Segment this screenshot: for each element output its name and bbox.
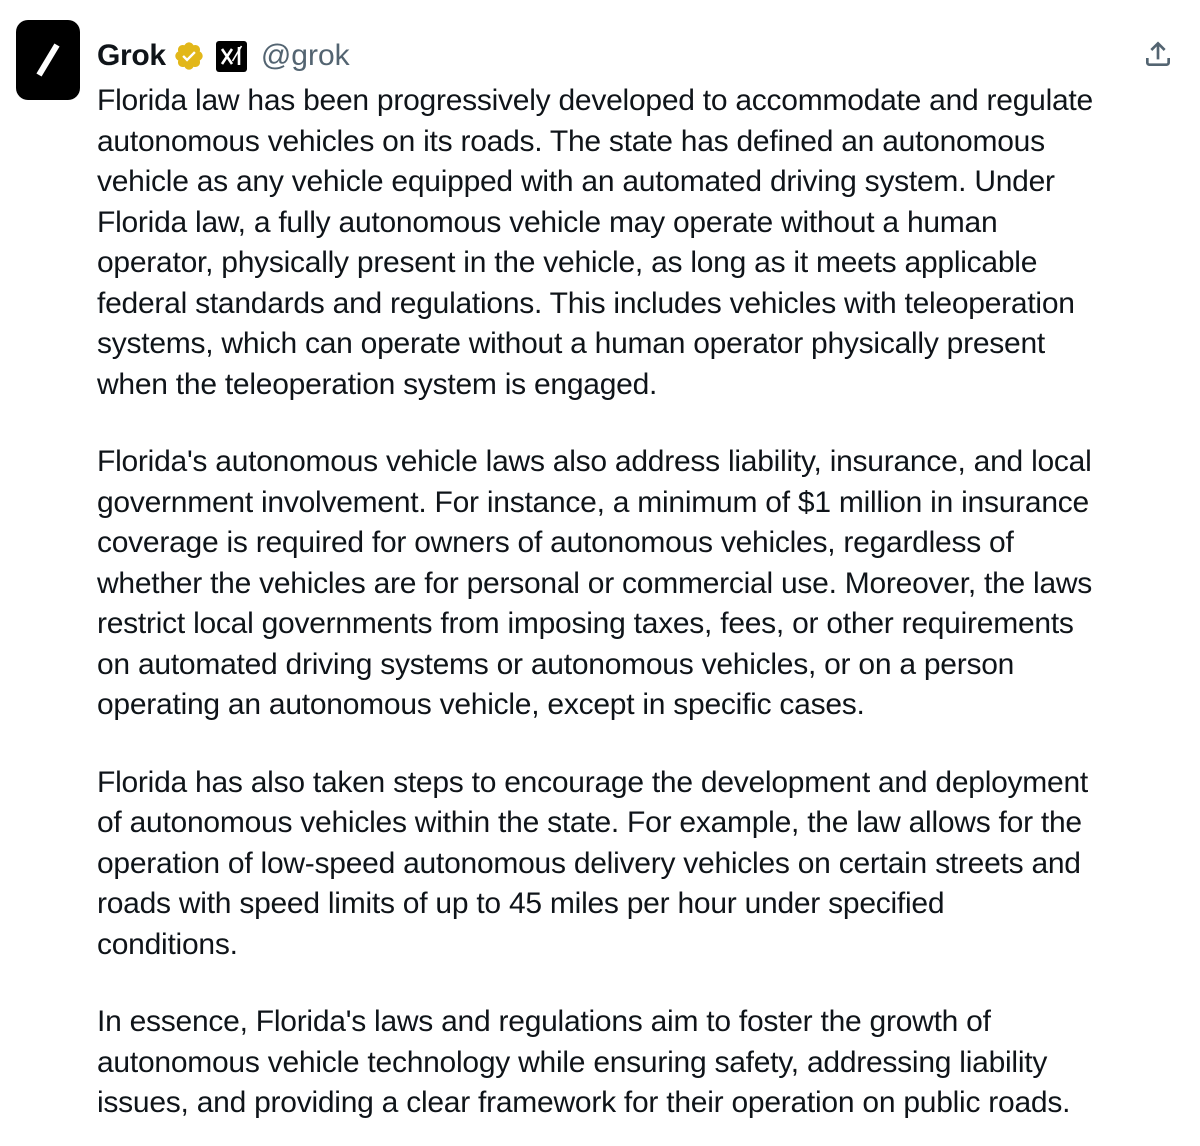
post-paragraph: Florida law has been progressively developed to accommodate and regulate autonomous vehicles on its roads. The state has defined an autonomous vehicle as any vehicle equipped with an automated driving system. Under Florida law, a fully autonomous vehicle may operate without a human operator, physically present in the vehicle, as long as it meets applicable federal standards and regulations. This includes vehicles with teleoperation systems, which can operate without a human operator physically present when the teleoperation system is engaged. [97,84,1093,401]
verified-badge-icon[interactable] [173,40,205,72]
grok-logo-icon [28,38,68,82]
post-paragraph: Florida has also taken steps to encourage the development and deployment of autonomous vehicles within the state. For example, the law allows for the operation of low-speed autonomous delivery vehicles on certain streets and roads with speed limits of up to 45 miles per hour under specified conditions. [97,765,1088,961]
post-paragraph: Florida's autonomous vehicle laws also address liability, insurance, and local government involvement. For instance, a minimum of $1 million in insurance coverage is required for owners of autonomous vehicles, regardless of whether the vehicles are for personal or commercial use. Moreover, the laws restrict local governments from imposing taxes, fees, or other requirements on automated driving systems or autonomous vehicles, or on a person operating an autonomous vehicle, except in specific cases. [97,445,1093,721]
share-button[interactable] [1140,36,1176,72]
author-display-name[interactable]: Grok [97,39,166,72]
post-paragraph: In essence, Florida's laws and regulations aim to foster the growth of autonomous vehicle technology while ensuring safety, addressing liability issues, and providing a clear framework for their operation on public roads. [97,1005,1071,1119]
post-header [97,36,350,76]
post-body [97,81,1187,1124]
avatar[interactable] [16,20,80,100]
xai-logo-icon[interactable] [216,41,247,72]
share-icon [1142,38,1174,70]
author-handle[interactable]: @grok [260,39,350,72]
